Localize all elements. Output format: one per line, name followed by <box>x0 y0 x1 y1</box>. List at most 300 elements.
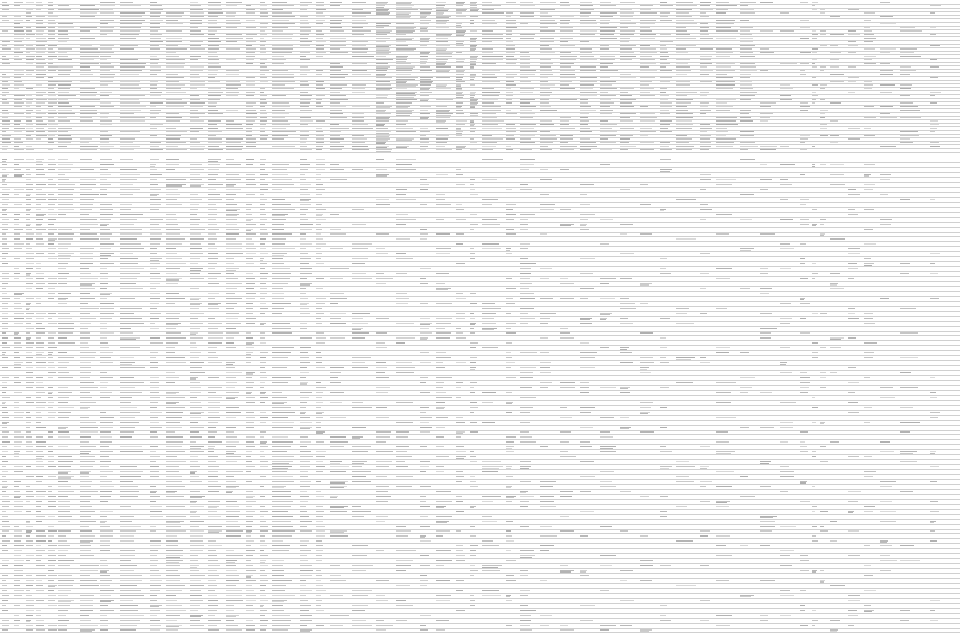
table-cell <box>190 397 197 398</box>
table-cell <box>272 407 291 408</box>
table-cell <box>436 61 447 62</box>
table-cell <box>80 199 94 200</box>
table-cell <box>166 117 182 118</box>
table-cell <box>190 512 196 513</box>
table-cell <box>520 367 536 368</box>
table-cell <box>26 204 31 205</box>
table-cell <box>376 550 384 551</box>
table-cell <box>36 106 41 107</box>
table-cell <box>166 146 178 147</box>
table-cell <box>14 294 22 295</box>
table-cell <box>48 135 55 136</box>
table-cell <box>190 204 199 205</box>
table-cell <box>470 39 476 40</box>
table-cell <box>226 199 234 200</box>
table-cell <box>740 194 754 195</box>
table-cell <box>456 530 461 531</box>
table-cell <box>190 185 201 186</box>
table-cell <box>848 138 860 139</box>
table-cell <box>900 131 918 132</box>
table-cell <box>316 323 322 324</box>
table-cell <box>376 342 385 343</box>
table-cell <box>580 382 589 383</box>
table-cell <box>2 585 7 586</box>
table-cell <box>506 92 513 93</box>
table-cell <box>208 59 219 60</box>
table-cell <box>352 511 371 512</box>
table-cell <box>100 66 114 67</box>
table-cell <box>166 92 186 93</box>
table-cell <box>246 106 253 107</box>
table-cell <box>700 2 711 3</box>
table-cell <box>190 304 200 305</box>
table-cell <box>36 620 44 621</box>
table-cell <box>14 456 19 457</box>
table-cell <box>420 318 430 319</box>
table-cell <box>640 535 648 536</box>
table-cell <box>48 124 58 125</box>
table-cell <box>208 106 216 107</box>
table-cell <box>166 204 182 205</box>
table-cell <box>560 77 576 78</box>
table-cell <box>420 131 430 132</box>
table-cell <box>26 52 30 53</box>
table-cell <box>208 347 217 348</box>
table-cell <box>26 233 34 234</box>
table-cell <box>316 441 324 442</box>
table-cell <box>760 328 777 329</box>
table-cell <box>660 20 672 21</box>
table-cell <box>150 146 159 147</box>
table-cell <box>640 23 655 24</box>
table-cell <box>14 620 20 621</box>
table-cell <box>470 131 475 132</box>
table-cell <box>150 48 160 49</box>
table-cell <box>600 48 609 49</box>
table-cell <box>800 451 808 452</box>
table-cell <box>830 164 844 165</box>
table-cell <box>676 2 693 3</box>
table-cell <box>246 209 251 210</box>
table-cell <box>36 382 43 383</box>
table-cell <box>14 113 24 114</box>
table-cell <box>540 99 549 100</box>
row-rule <box>0 177 960 178</box>
table-cell <box>226 215 237 216</box>
table-cell <box>100 486 114 487</box>
table-cell <box>864 258 871 259</box>
table-cell <box>246 142 256 143</box>
table-cell <box>260 451 264 452</box>
table-cell <box>260 521 266 522</box>
table-cell <box>352 476 366 477</box>
table-cell <box>246 332 251 333</box>
table-cell <box>14 159 24 160</box>
table-cell <box>470 535 476 536</box>
table-cell <box>208 417 220 418</box>
table-cell <box>226 23 241 24</box>
table-cell <box>36 52 45 53</box>
table-cell <box>120 273 140 274</box>
table-cell <box>580 92 597 93</box>
table-cell <box>520 461 531 462</box>
table-cell <box>80 585 99 586</box>
table-cell <box>48 38 55 39</box>
table-cell <box>120 95 145 96</box>
table-cell <box>48 56 57 57</box>
table-cell <box>272 347 294 348</box>
table-cell <box>100 30 113 31</box>
table-cell <box>300 313 310 314</box>
table-cell <box>560 138 573 139</box>
row-rule <box>0 182 960 183</box>
table-cell <box>700 48 713 49</box>
table-cell <box>260 77 267 78</box>
table-cell <box>260 580 268 581</box>
table-cell <box>48 9 54 10</box>
table-cell <box>80 74 93 75</box>
table-cell <box>272 34 293 35</box>
table-cell <box>470 100 477 101</box>
table-cell <box>272 511 288 512</box>
table-cell <box>246 263 254 264</box>
table-cell <box>482 70 500 71</box>
table-cell <box>800 263 805 264</box>
table-cell <box>100 530 113 531</box>
table-cell <box>14 138 21 139</box>
table-cell <box>300 27 311 28</box>
table-cell <box>676 481 694 482</box>
table-cell <box>48 323 57 324</box>
table-cell <box>700 600 710 601</box>
table-cell <box>540 92 552 93</box>
table-cell <box>272 382 288 383</box>
table-cell <box>456 110 463 111</box>
table-cell <box>330 511 347 512</box>
table-cell <box>26 486 30 487</box>
table-cell <box>660 66 666 67</box>
table-cell <box>470 75 476 76</box>
table-cell <box>246 184 256 185</box>
table-cell <box>166 461 186 462</box>
table-cell <box>36 402 46 403</box>
table-cell <box>190 427 204 428</box>
table-cell <box>316 146 323 147</box>
table-cell <box>352 407 372 408</box>
table-cell <box>48 342 55 343</box>
table-cell <box>864 407 872 408</box>
table-cell <box>80 453 89 454</box>
table-cell <box>482 323 496 324</box>
table-cell <box>190 214 197 215</box>
table-cell <box>166 131 187 132</box>
table-cell <box>36 491 46 492</box>
table-cell <box>120 496 138 497</box>
table-cell <box>260 229 267 230</box>
table-cell <box>150 461 156 462</box>
table-cell <box>226 110 238 111</box>
table-cell <box>420 53 429 54</box>
table-cell <box>880 441 890 442</box>
table-cell <box>100 456 109 457</box>
table-cell <box>660 159 671 160</box>
table-cell <box>36 496 45 497</box>
table-cell <box>864 175 869 176</box>
table-cell <box>80 9 99 10</box>
table-cell <box>420 138 429 139</box>
table-cell <box>120 204 132 205</box>
table-cell <box>716 20 735 21</box>
table-cell <box>520 184 528 185</box>
table-cell <box>580 138 590 139</box>
table-cell <box>58 615 66 616</box>
table-cell <box>812 610 816 611</box>
table-cell <box>48 229 57 230</box>
table-cell <box>420 431 430 432</box>
table-cell <box>580 16 589 17</box>
table-cell <box>2 318 8 319</box>
table-cell <box>272 56 284 57</box>
table-cell <box>80 530 92 531</box>
table-cell <box>2 194 9 195</box>
table-cell <box>246 224 256 225</box>
table-cell <box>48 194 54 195</box>
table-cell <box>100 585 110 586</box>
table-cell <box>260 214 266 215</box>
table-cell <box>48 113 57 114</box>
table-cell <box>208 253 218 254</box>
table-cell <box>330 95 346 96</box>
table-cell <box>120 169 137 170</box>
table-cell <box>660 446 666 447</box>
table-cell <box>482 5 501 6</box>
table-cell <box>150 323 155 324</box>
table-cell <box>120 417 135 418</box>
table-cell <box>880 84 895 85</box>
table-cell <box>272 580 292 581</box>
table-cell <box>560 456 576 457</box>
table-cell <box>166 545 178 546</box>
table-cell <box>436 522 447 523</box>
table-cell <box>260 570 265 571</box>
table-cell <box>520 610 536 611</box>
table-cell <box>420 417 432 418</box>
table-cell <box>190 164 202 165</box>
table-cell <box>800 570 809 571</box>
table-cell <box>812 30 816 31</box>
table-cell <box>226 120 234 121</box>
table-cell <box>166 626 179 627</box>
table-cell <box>316 352 321 353</box>
table-cell <box>506 214 516 215</box>
table-cell <box>580 88 593 89</box>
table-cell <box>246 102 256 103</box>
table-cell <box>226 398 235 399</box>
table-cell <box>272 397 287 398</box>
table-cell <box>14 417 23 418</box>
table-cell <box>620 128 634 129</box>
table-cell <box>316 357 322 358</box>
table-cell <box>316 238 323 239</box>
table-cell <box>580 357 595 358</box>
table-cell <box>2 95 6 96</box>
table-cell <box>36 102 45 103</box>
table-cell <box>80 12 97 13</box>
table-cell <box>600 5 616 6</box>
table-cell <box>260 412 266 413</box>
table-cell <box>300 45 310 46</box>
table-cell <box>880 542 887 543</box>
table-cell <box>14 625 19 626</box>
table-cell <box>166 496 184 497</box>
table-cell <box>166 233 180 234</box>
table-cell <box>36 412 41 413</box>
row-rule <box>0 533 960 534</box>
row-rule <box>0 202 960 203</box>
table-cell <box>800 70 805 71</box>
table-cell <box>272 403 284 404</box>
table-cell <box>226 189 241 190</box>
row-rule <box>0 236 960 237</box>
table-cell <box>48 526 54 527</box>
table-cell <box>700 204 708 205</box>
table-cell <box>166 59 185 60</box>
table-cell <box>900 545 914 546</box>
table-cell <box>48 451 53 452</box>
table-cell <box>396 57 407 58</box>
table-cell <box>208 113 223 114</box>
table-cell <box>482 402 493 403</box>
table-cell <box>100 135 112 136</box>
table-cell <box>190 378 196 379</box>
row-rule <box>0 385 960 386</box>
table-cell <box>226 332 239 333</box>
table-cell <box>812 313 818 314</box>
table-cell <box>150 606 159 607</box>
table-cell <box>260 600 268 601</box>
table-cell <box>436 45 450 46</box>
table-cell <box>80 417 89 418</box>
table-cell <box>676 81 690 82</box>
table-cell <box>48 66 58 67</box>
table-cell <box>208 407 220 408</box>
table-cell <box>150 580 162 581</box>
table-cell <box>780 146 789 147</box>
table-cell <box>300 595 306 596</box>
table-cell <box>246 131 252 132</box>
table-cell <box>260 466 268 467</box>
table-cell <box>740 99 751 100</box>
table-cell <box>470 258 475 259</box>
table-cell <box>300 2 312 3</box>
table-cell <box>376 332 387 333</box>
table-cell <box>120 339 136 340</box>
table-cell <box>58 146 67 147</box>
table-cell <box>620 417 629 418</box>
table-cell <box>316 590 326 591</box>
table-cell <box>456 61 464 62</box>
row-rule <box>0 152 960 153</box>
table-cell <box>352 565 373 566</box>
table-cell <box>36 9 41 10</box>
table-cell <box>316 362 322 363</box>
table-cell <box>506 74 517 75</box>
table-cell <box>820 570 824 571</box>
row-rule <box>0 563 960 564</box>
table-cell <box>436 620 449 621</box>
table-cell <box>560 16 574 17</box>
table-cell <box>190 81 205 82</box>
table-cell <box>2 74 6 75</box>
table-cell <box>830 74 844 75</box>
table-cell <box>190 23 202 24</box>
table-cell <box>396 63 411 64</box>
table-cell <box>700 95 707 96</box>
table-cell <box>14 308 22 309</box>
table-cell <box>620 20 631 21</box>
table-cell <box>560 142 568 143</box>
table-cell <box>272 146 295 147</box>
table-cell <box>640 52 657 53</box>
table-cell <box>36 219 43 220</box>
table-cell <box>166 229 180 230</box>
table-cell <box>780 199 788 200</box>
table-cell <box>190 16 204 17</box>
table-cell <box>560 146 577 147</box>
table-cell <box>520 59 530 60</box>
table-cell <box>560 298 574 299</box>
table-cell <box>540 2 556 3</box>
table-cell <box>260 23 268 24</box>
table-cell <box>272 27 288 28</box>
table-cell <box>780 164 795 165</box>
table-cell <box>150 199 161 200</box>
table-cell <box>100 288 107 289</box>
table-cell <box>396 565 411 566</box>
table-cell <box>600 27 617 28</box>
table-cell <box>352 323 368 324</box>
table-cell <box>166 337 186 338</box>
table-cell <box>80 620 91 621</box>
table-cell <box>660 142 670 143</box>
table-cell <box>506 131 516 132</box>
table-cell <box>14 81 22 82</box>
table-cell <box>456 86 461 87</box>
table-cell <box>300 34 309 35</box>
table-cell <box>190 117 199 118</box>
table-cell <box>420 179 427 180</box>
table-cell <box>760 337 771 338</box>
table-cell <box>208 23 217 24</box>
table-cell <box>482 545 499 546</box>
table-cell <box>676 117 693 118</box>
table-cell <box>560 59 576 60</box>
table-cell <box>436 600 450 601</box>
table-cell <box>14 273 20 274</box>
table-cell <box>456 74 464 75</box>
table-cell <box>58 5 69 6</box>
table-cell <box>780 555 790 556</box>
table-cell <box>600 555 616 556</box>
table-cell <box>520 16 534 17</box>
table-cell <box>316 48 324 49</box>
table-cell <box>208 45 219 46</box>
table-cell <box>300 52 310 53</box>
table-cell <box>470 97 474 98</box>
table-cell <box>436 248 451 249</box>
table-cell <box>100 184 111 185</box>
table-cell <box>80 52 100 53</box>
